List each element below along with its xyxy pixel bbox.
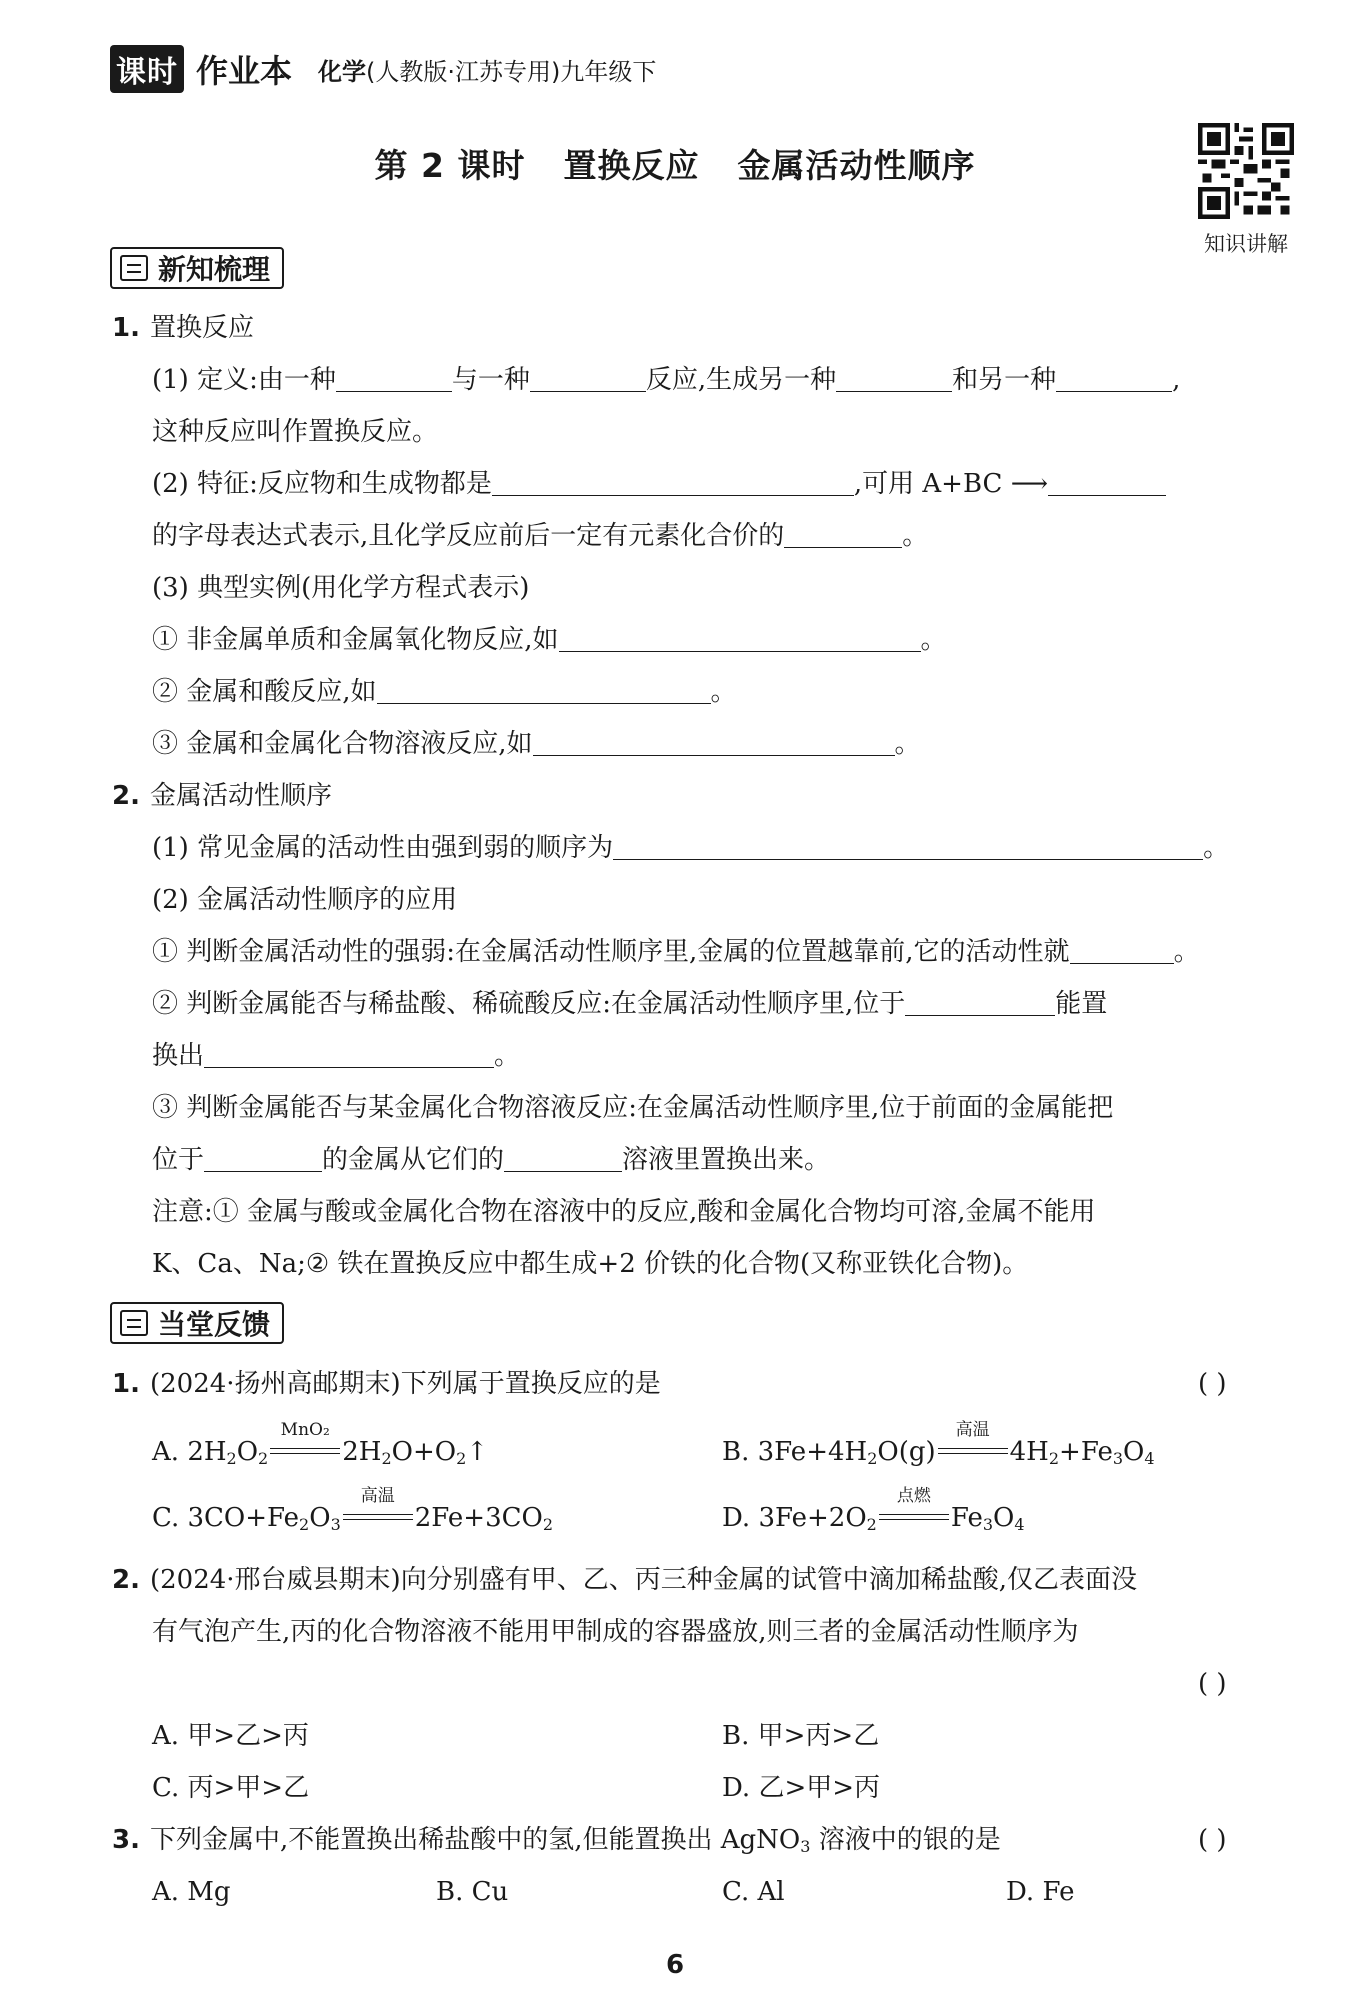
q2-rule-b-line2: 换出 。 <box>152 1041 521 1071</box>
exercise-2-stem: 2. (2024·邢台威县期末)向分别盛有甲、乙、丙三种金属的试管中滴加稀盐酸,仅乙表面没 <box>112 1565 1137 1595</box>
q2-order: (1) 常见金属的活动性由强到弱的顺序为 。 <box>152 833 1230 863</box>
answer-blank[interactable] <box>613 833 1203 860</box>
reaction-condition: 点燃 <box>877 1500 951 1536</box>
book-edition: (人教版·江苏专用)九年级下 <box>366 57 657 86</box>
reaction-condition: 高温 <box>341 1500 415 1536</box>
logo <box>110 48 292 90</box>
lesson-topic-1: 置换反应 <box>563 146 700 185</box>
lesson-number: 第 2 课时 <box>374 146 526 185</box>
option-c[interactable]: C. 丙>甲>乙 <box>152 1773 310 1803</box>
option-a[interactable]: A. 甲>乙>丙 <box>152 1721 309 1751</box>
logo-text: 作业本 <box>196 52 293 90</box>
logo-mark: 课时 <box>110 45 184 93</box>
q1-example-3: ③ 金属和金属化合物溶液反应,如 。 <box>152 729 921 759</box>
pencil-note-icon <box>120 1310 148 1336</box>
answer-blank[interactable] <box>336 365 452 392</box>
q1-definition-line2: 这种反应叫作置换反应。 <box>152 417 439 447</box>
note-line-1: 注意:① 金属与酸或金属化合物在溶液中的反应,酸和金属化合物均可溶,金属不能用 <box>152 1197 1096 1227</box>
reaction-condition: 高温 <box>936 1434 1010 1470</box>
qr-caption: 知识讲解 <box>1204 232 1288 256</box>
q1-example-1: ① 非金属单质和金属氧化物反应,如 。 <box>152 625 947 655</box>
question-2-title: 2. 金属活动性顺序 <box>112 781 332 811</box>
q1-definition: (1) 定义:由一种 与一种 反应,生成另一种 和另一种 , <box>152 365 1181 395</box>
q1-example-2: ② 金属和酸反应,如 。 <box>152 677 737 707</box>
section-title: 当堂反馈 <box>158 1308 271 1341</box>
answer-blank[interactable] <box>559 625 921 652</box>
lesson-topic-2: 金属活动性顺序 <box>737 146 976 185</box>
option-d[interactable]: D. $3Fe+2O_2$ 点燃 $Fe_3O_4$ <box>722 1486 1025 1534</box>
page-number: 6 <box>665 1950 685 1980</box>
answer-blank[interactable] <box>204 1145 322 1172</box>
section-heading-new-knowledge <box>110 247 284 289</box>
q2-rule-c: ③ 判断金属能否与某金属化合物溶液反应:在金属活动性顺序里,位于前面的金属能把 <box>152 1093 1114 1123</box>
q2-rule-c-line2: 位于 的金属从它们的 溶液里置换出来。 <box>152 1145 831 1175</box>
notebook-icon <box>120 255 148 281</box>
option-b[interactable]: B. Cu <box>436 1877 509 1907</box>
answer-blank[interactable] <box>784 521 902 548</box>
book-header <box>110 44 656 94</box>
answer-blank[interactable] <box>1070 937 1174 964</box>
section-heading-feedback <box>110 1302 284 1344</box>
exercise-3-stem: 3. 下列金属中,不能置换出稀盐酸中的氢,但能置换出 AgNO$_3$ 溶液中的银的是 <box>112 1825 1001 1856</box>
option-d[interactable]: D. Fe <box>1006 1877 1075 1907</box>
option-a[interactable]: A. $2H_2O_2$ MnO₂ $2H_2O+O_2↑$ <box>152 1420 489 1468</box>
q2-application: (2) 金属活动性顺序的应用 <box>152 885 458 915</box>
option-d[interactable]: D. 乙>甲>丙 <box>722 1773 881 1803</box>
option-c[interactable]: C. Al <box>722 1877 785 1907</box>
answer-blank[interactable] <box>905 989 1055 1016</box>
option-b[interactable]: B. $3Fe+4H_2O(g)$ 高温 $4H_2+Fe_3O_4$ <box>722 1420 1155 1468</box>
answer-blank[interactable] <box>1056 365 1172 392</box>
q1-feature: (2) 特征:反应物和生成物都是 ,可用 A+BC ⟶ <box>152 466 1166 502</box>
answer-paren[interactable]: ( ) <box>1198 1369 1227 1399</box>
answer-blank[interactable] <box>204 1041 494 1068</box>
section-title: 新知梳理 <box>158 253 271 286</box>
q1-examples-title: (3) 典型实例(用化学方程式表示) <box>152 573 530 603</box>
book-info <box>318 52 656 87</box>
answer-paren[interactable]: ( ) <box>1198 1669 1227 1699</box>
answer-blank[interactable] <box>504 1145 622 1172</box>
q2-rule-b: ② 判断金属能否与稀盐酸、稀硫酸反应:在金属活动性顺序里,位于 能置 <box>152 989 1108 1019</box>
book-subject: 化学 <box>318 57 367 86</box>
lesson-title <box>0 140 1350 187</box>
q1-feature-line2: 的字母表达式表示,且化学反应前后一定有元素化合价的 。 <box>152 521 929 551</box>
answer-blank[interactable] <box>1048 469 1166 496</box>
option-b[interactable]: B. 甲>丙>乙 <box>722 1721 880 1751</box>
answer-blank[interactable] <box>377 677 711 704</box>
answer-blank[interactable] <box>492 469 854 496</box>
reaction-condition: MnO₂ <box>268 1434 342 1470</box>
option-a[interactable]: A. Mg <box>152 1877 231 1907</box>
exercise-2-stem-line2: 有气泡产生,丙的化合物溶液不能用甲制成的容器盛放,则三者的金属活动性顺序为 <box>152 1617 1079 1647</box>
answer-blank[interactable] <box>533 729 895 756</box>
qr-code-icon[interactable] <box>1198 123 1294 219</box>
answer-blank[interactable] <box>530 365 646 392</box>
answer-blank[interactable] <box>836 365 952 392</box>
note-line-2: K、Ca、Na;② 铁在置换反应中都生成+2 价铁的化合物(又称亚铁化合物)。 <box>152 1249 1029 1279</box>
option-c[interactable]: C. $3CO+Fe_2O_3$ 高温 $2Fe+3CO_2$ <box>152 1486 554 1534</box>
question-1-title: 1. 置换反应 <box>112 313 254 343</box>
q2-rule-a: ① 判断金属活动性的强弱:在金属活动性顺序里,金属的位置越靠前,它的活动性就 。 <box>152 937 1200 967</box>
exercise-1-stem: 1. (2024·扬州高邮期末)下列属于置换反应的是 <box>112 1369 661 1399</box>
answer-paren[interactable]: ( ) <box>1198 1825 1227 1855</box>
gas-arrow-icon: ↑ <box>466 1437 489 1467</box>
